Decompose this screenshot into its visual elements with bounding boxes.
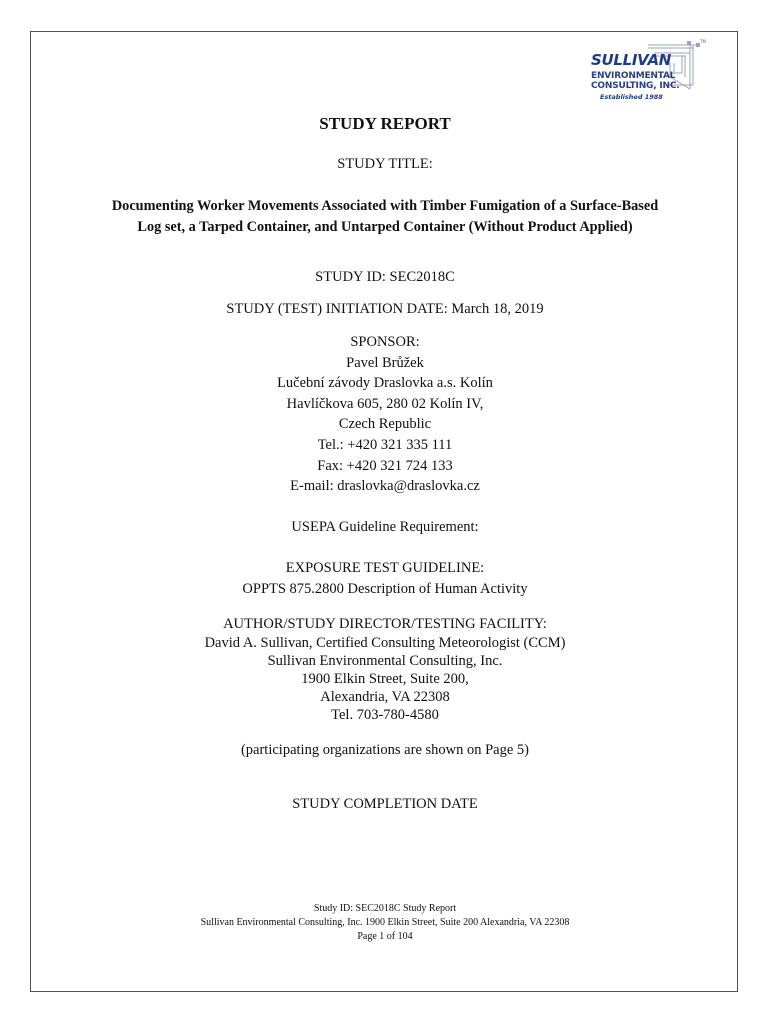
logo-established: Established 1988 — [600, 93, 663, 101]
sponsor-email: E-mail: draslovka@draslovka.cz — [290, 478, 480, 494]
study-title-label: STUDY TITLE: — [337, 156, 433, 172]
sponsor-country: Czech Republic — [338, 416, 432, 432]
study-title-line-1: Documenting Worker Movements Associated with Timber Fumigation of a Surface-Based — [111, 198, 659, 214]
author-city: Alexandria, VA 22308 — [320, 689, 450, 705]
footer-study-id: Study ID: SEC2018C Study Report — [313, 903, 457, 914]
initiation-date: STUDY (TEST) INITIATION DATE: March 18, 2019 — [226, 301, 544, 317]
page-frame — [30, 31, 738, 992]
exposure-guideline-value: OPPTS 875.2800 Description of Human Activity — [242, 581, 528, 597]
study-title-line-2: Log set, a Tarped Container, and Untarped Container (Without Product Applied) — [137, 219, 633, 235]
logo-company-line3: CONSULTING, INC. — [591, 81, 680, 91]
footer-address: Sullivan Environmental Consulting, Inc. 1900 Elkin Street, Suite 200 Alexandria, VA 22308 — [200, 917, 570, 928]
usepa-guideline: USEPA Guideline Requirement: — [291, 519, 479, 535]
participating-note: (participating organizations are shown on Page 5) — [240, 742, 530, 758]
logo-company-line2: ENVIRONMENTAL — [591, 71, 676, 81]
author-company: Sullivan Environmental Consulting, Inc. — [267, 653, 503, 669]
footer-page-number: Page 1 of 104 — [357, 931, 413, 942]
sponsor-fax: Fax: +420 321 724 133 — [317, 458, 453, 474]
author-name: David A. Sullivan, Certified Consulting Meteorologist (CCM) — [204, 635, 566, 651]
sponsor-address: Havlíčkova 605, 280 02 Kolín IV, — [286, 396, 484, 412]
completion-date: STUDY COMPLETION DATE — [292, 796, 478, 812]
sponsor-name: Pavel Brůžek — [346, 355, 424, 371]
sponsor-label: SPONSOR: — [350, 334, 420, 350]
author-street: 1900 Elkin Street, Suite 200, — [301, 671, 469, 687]
study-id: STUDY ID: SEC2018C — [315, 269, 455, 285]
sponsor-tel: Tel.: +420 321 335 111 — [317, 437, 453, 453]
author-label: AUTHOR/STUDY DIRECTOR/TESTING FACILITY: — [223, 616, 547, 632]
page-title: STUDY REPORT — [319, 114, 451, 133]
company-logo — [586, 39, 706, 105]
logo-company-name: SULLIVAN — [591, 51, 672, 69]
sponsor-company: Lučební závody Draslovka a.s. Kolín — [277, 375, 493, 391]
svg-text:TM: TM — [700, 39, 706, 44]
author-tel: Tel. 703-780-4580 — [331, 707, 439, 723]
exposure-guideline-label: EXPOSURE TEST GUIDELINE: — [285, 560, 485, 576]
